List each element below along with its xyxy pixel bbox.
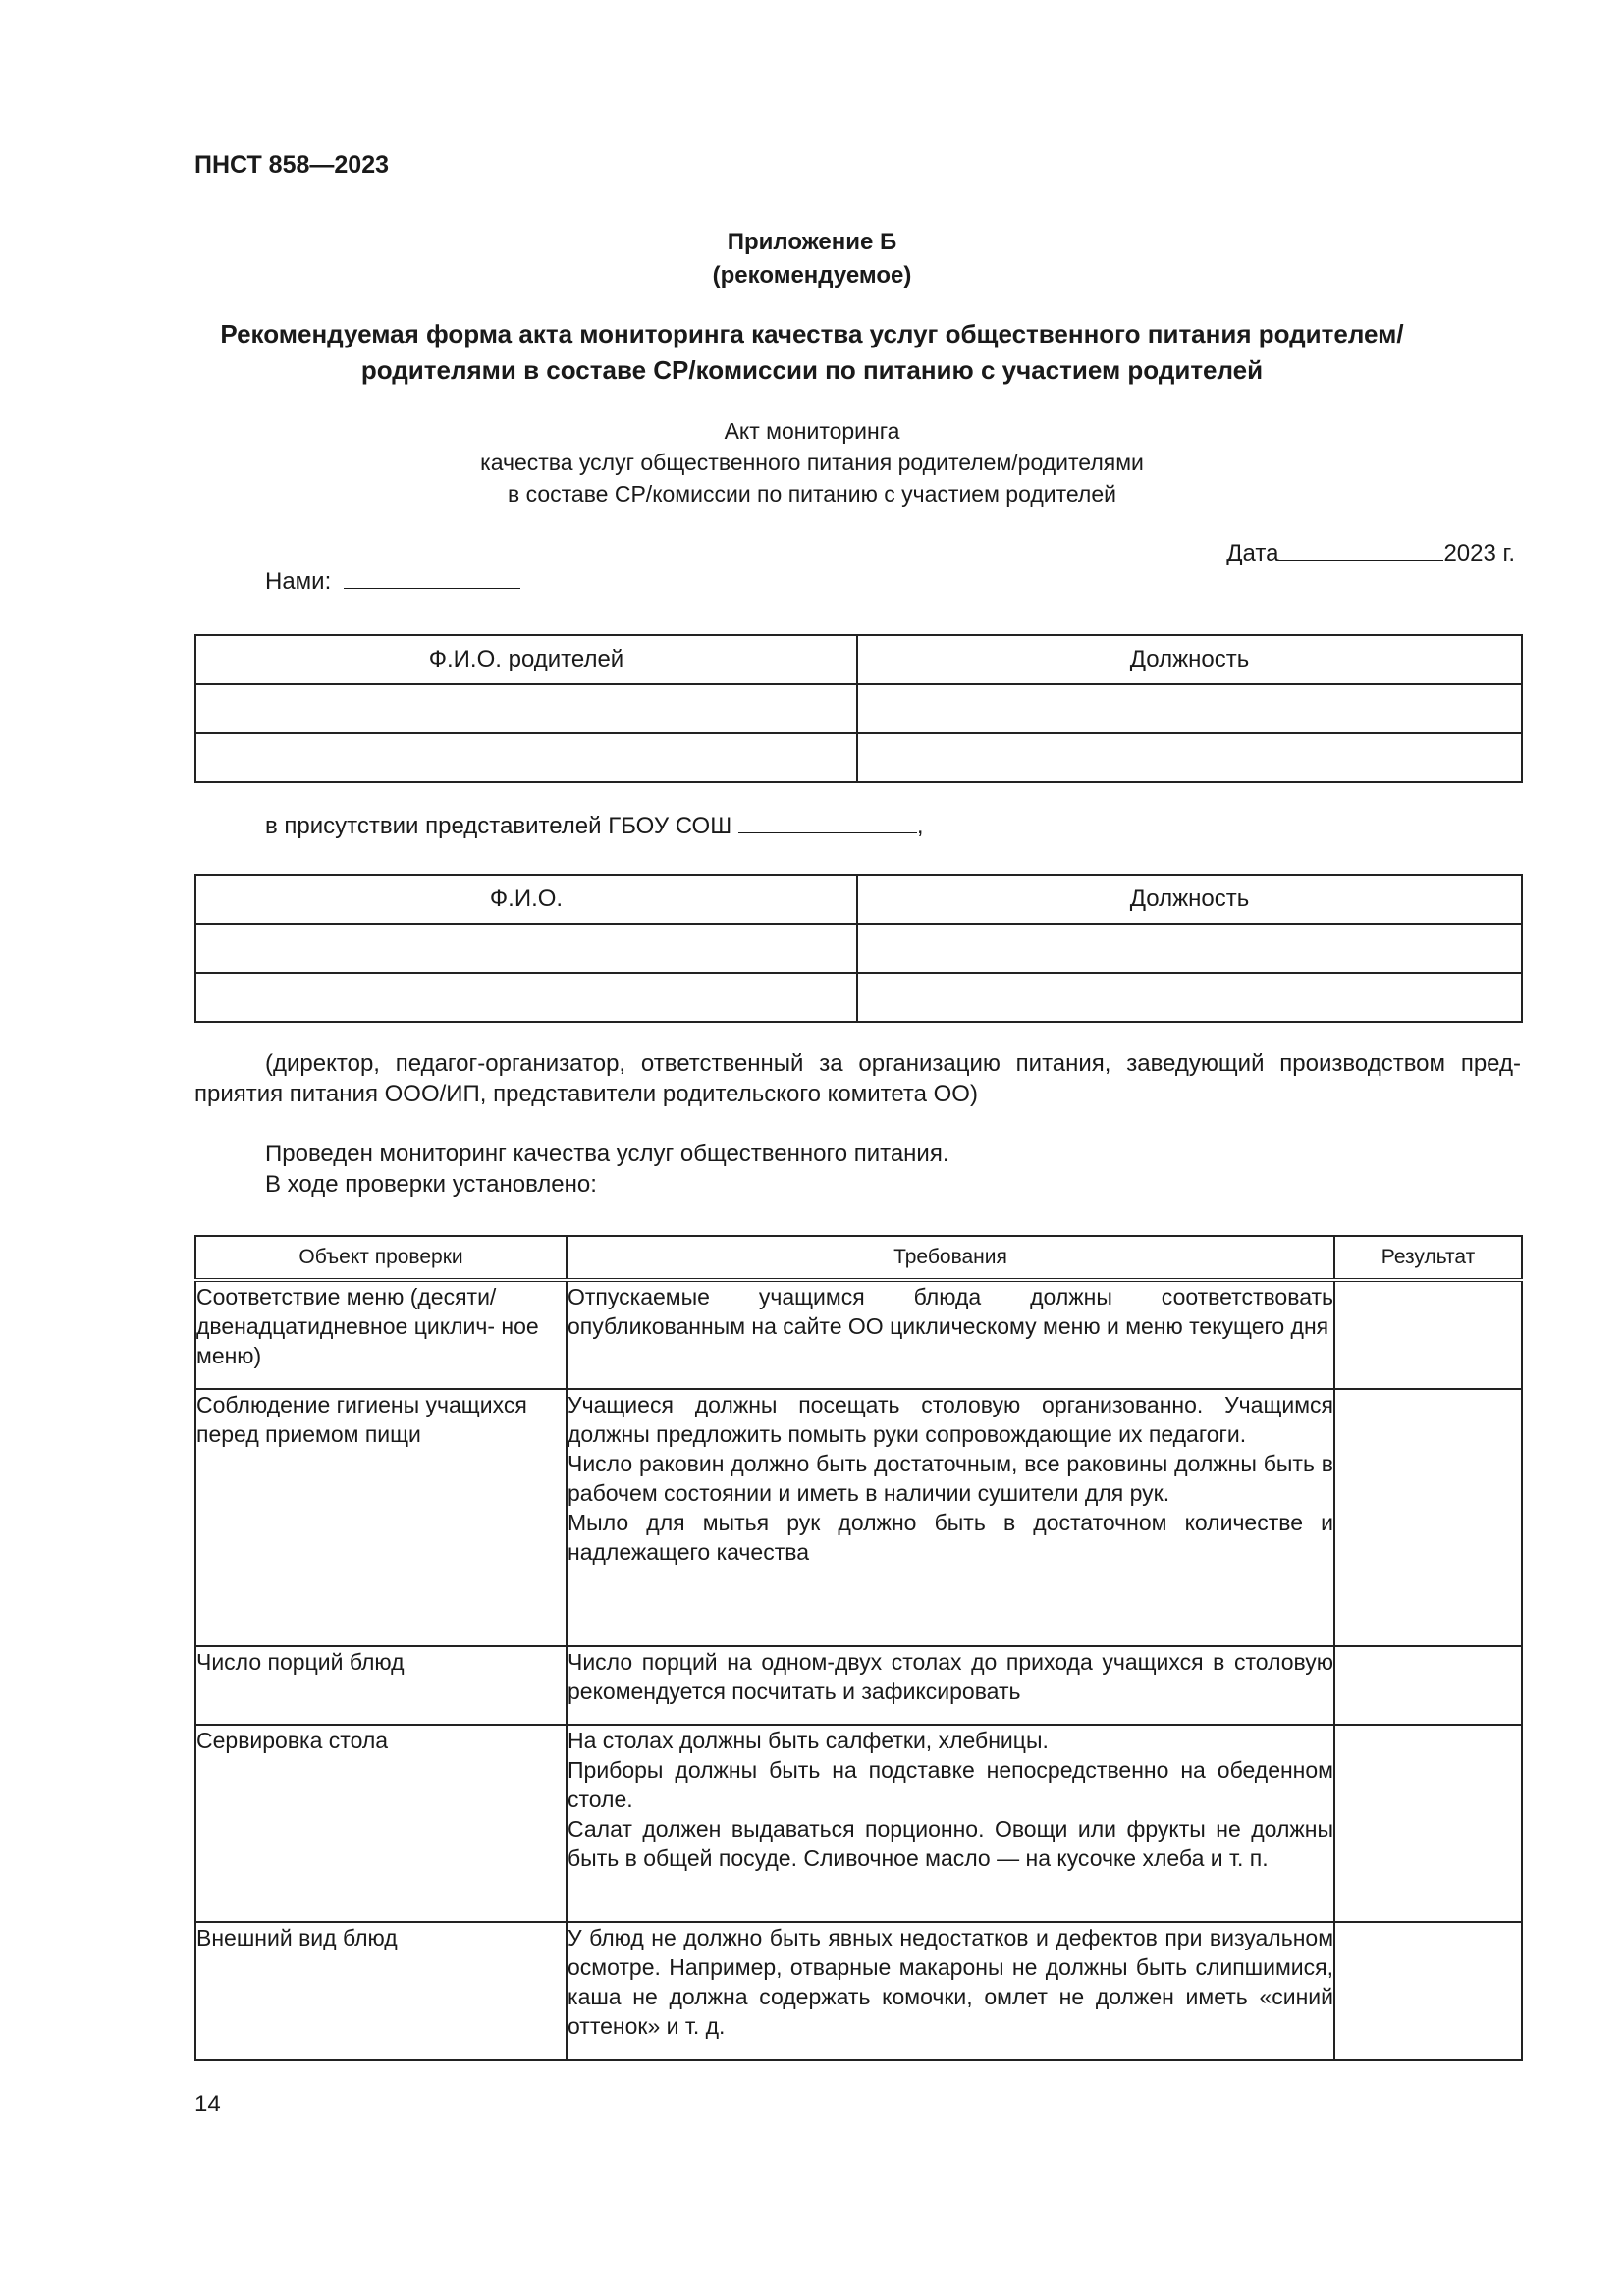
- table-cell[interactable]: [857, 684, 1522, 733]
- act-heading-line3: в составе СР/комиссии по питанию с участием родителей: [507, 481, 1116, 507]
- date-year: 2023 г.: [1443, 540, 1515, 566]
- object-header: Объект проверки: [195, 1236, 567, 1280]
- roles-note-line1: (директор, педагог-организатор, ответственный за организацию питания, заведующий производством пред-: [265, 1050, 1521, 1077]
- act-heading-line1: Акт мониторинга: [724, 418, 900, 444]
- result-cell[interactable]: [1334, 1280, 1522, 1389]
- table-header-row: [195, 635, 1522, 684]
- table-row: [195, 684, 1522, 733]
- school-blank[interactable]: [738, 811, 917, 833]
- representatives-table: [194, 874, 1523, 1023]
- table-row: [195, 924, 1522, 973]
- object-cell: Внешний вид блюд: [195, 1922, 567, 2060]
- table-cell[interactable]: [857, 924, 1522, 973]
- object-cell: Соблюдение гигиены учащихся перед приемом пищи: [195, 1389, 567, 1646]
- by-blank[interactable]: [344, 566, 520, 589]
- check-table-header: [195, 1236, 1522, 1280]
- table-cell[interactable]: [195, 733, 857, 782]
- table-row: [195, 1280, 1522, 1389]
- requirements-header: Требования: [567, 1236, 1334, 1280]
- table-row: [195, 1389, 1522, 1646]
- act-heading-line2: качества услуг общественного питания родителем/родителями: [480, 450, 1144, 475]
- conducted-text: [265, 1139, 949, 1200]
- requirements-cell: Учащиеся должны посещать столовую организованно. Учащимся должны предложить помыть руки сопровождающие их педагоги. Число раковин должно быть достаточным, все раковины должны быть в рабочем состоянии и иметь в наличии сушители для рук. Мыло для мытья рук должно быть в достаточном количестве и надлежащего качества: [567, 1389, 1334, 1646]
- conducted-line2: В ходе проверки установлено:: [265, 1171, 597, 1198]
- table-row: [195, 973, 1522, 1022]
- requirements-cell: На столах должны быть салфетки, хлебницы. Приборы должны быть на подставке непосредственно на обеденном столе. Салат должен выдаваться порционно. Овощи или фрукты не должны быть в общей посуде. Сливочное масло — на кусочке хлеба и т. п.: [567, 1725, 1334, 1922]
- table-cell[interactable]: [195, 973, 857, 1022]
- form-title-line2: родителями в составе СР/комиссии по питанию с участием родителей: [360, 355, 1264, 385]
- object-cell: Соответствие меню (десяти/ двенадцатидневное циклич- ное меню): [195, 1280, 567, 1389]
- table-cell[interactable]: [857, 973, 1522, 1022]
- object-cell: Число порций блюд: [195, 1646, 567, 1725]
- form-title-line1: Рекомендуемая форма акта мониторинга качества услуг общественного питания родителем/: [220, 319, 1404, 348]
- conducted-line1: Проведен мониторинг качества услуг общественного питания.: [265, 1141, 949, 1167]
- by-label: Нами:: [265, 568, 332, 595]
- result-cell[interactable]: [1334, 1389, 1522, 1646]
- requirements-cell: Отпускаемые учащимся блюда должны соответствовать опубликованным на сайте ОО циклическому меню и меню текущего дня: [567, 1280, 1334, 1389]
- page-number: 14: [194, 2091, 221, 2117]
- parents-name-header: Ф.И.О. родителей: [195, 635, 857, 684]
- act-heading: [0, 415, 1624, 509]
- appendix-title: Приложение Б: [727, 229, 897, 255]
- appendix-heading: [0, 226, 1624, 293]
- check-table: [194, 1235, 1523, 2061]
- reps-position-header: Должность: [857, 875, 1522, 924]
- table-header-row: [195, 875, 1522, 924]
- form-title: [0, 316, 1624, 389]
- table-cell[interactable]: [195, 684, 857, 733]
- table-row: [195, 1922, 1522, 2060]
- table-row: [195, 1725, 1522, 1922]
- parents-table: [194, 634, 1523, 783]
- result-header: Результат: [1334, 1236, 1522, 1280]
- date-line: [1226, 538, 1515, 567]
- by-line: [265, 566, 520, 596]
- presence-comma: ,: [916, 813, 924, 839]
- appendix-status: (рекомендуемое): [712, 262, 912, 289]
- standard-code: ПНСТ 858—2023: [194, 151, 389, 179]
- reps-name-header: Ф.И.О.: [195, 875, 857, 924]
- result-cell[interactable]: [1334, 1646, 1522, 1725]
- table-row: [195, 1646, 1522, 1725]
- roles-note: [194, 1048, 1521, 1109]
- result-cell[interactable]: [1334, 1922, 1522, 2060]
- date-label: Дата: [1226, 540, 1279, 566]
- parents-position-header: Должность: [857, 635, 1522, 684]
- date-blank[interactable]: [1278, 538, 1443, 561]
- table-cell[interactable]: [857, 733, 1522, 782]
- presence-text: в присутствии представителей ГБОУ СОШ: [265, 813, 732, 839]
- requirements-cell: У блюд не должно быть явных недостатков и дефектов при визуальном осмотре. Например, отварные макароны не должны быть слипшимися, каша не должна содержать комочки, омлет не должен иметь «синий оттенок» и т. д.: [567, 1922, 1334, 2060]
- table-cell[interactable]: [195, 924, 857, 973]
- result-cell[interactable]: [1334, 1725, 1522, 1922]
- requirements-cell: Число порций на одном-двух столах до прихода учащихся в столовую рекомендуется посчитать и зафиксировать: [567, 1646, 1334, 1725]
- presence-line: [265, 811, 924, 841]
- roles-note-line2: приятия питания ООО/ИП, представители родительского комитета ОО): [194, 1081, 978, 1107]
- table-row: [195, 733, 1522, 782]
- object-cell: Сервировка стола: [195, 1725, 567, 1922]
